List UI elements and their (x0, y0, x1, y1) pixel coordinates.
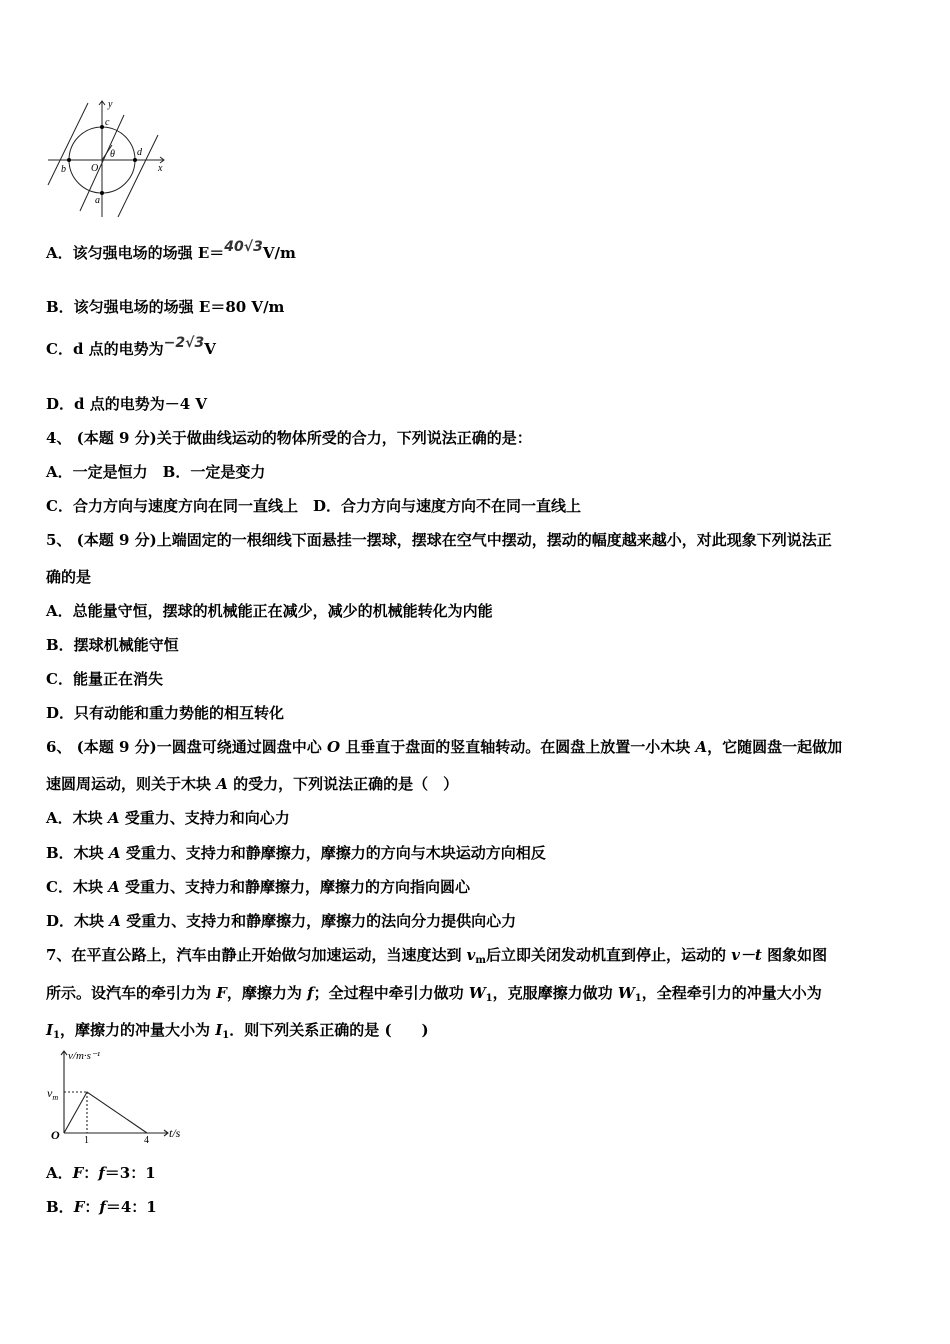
q3-option-c: C．d 点的电势为−2√3V (46, 335, 216, 358)
field-diagram (40, 95, 175, 220)
q5-stem-line2: 确的是 (46, 568, 92, 586)
label-b: b (61, 164, 66, 175)
v-axis-label: v/m·s⁻¹ (68, 1050, 101, 1062)
q6-stem-line1: 6、 (本题 9 分)一圆盘可绕通过圆盘中心 O 且垂直于盘面的竖直轴转动。在圆盘上放置一小木块 A，它随圆盘一起做加 (46, 738, 843, 756)
q6-option-c: C．木块 A 受重力、支持力和静摩擦力，摩擦力的方向指向圆心 (46, 878, 471, 896)
q6-option-b: B．木块 A 受重力、支持力和静摩擦力，摩擦力的方向与木块运动方向相反 (46, 844, 546, 862)
tick-1: 1 (84, 1135, 89, 1146)
q5-option-d: D．只有动能和重力势能的相互转化 (46, 704, 285, 722)
q5-option-c: C．能量正在消失 (46, 670, 163, 688)
field-line-left (48, 103, 88, 185)
label-c: c (105, 117, 110, 128)
t-axis-label: t/s (169, 1126, 181, 1140)
origin-label: O (51, 1128, 60, 1142)
q5-option-a: A．总能量守恒，摆球的机械能正在减少，减少的机械能转化为内能 (46, 602, 493, 620)
q7-option-a: A．F：f＝3：1 (46, 1164, 156, 1182)
q4-options-cd: C．合力方向与速度方向在同一直线上 D．合力方向与速度方向不在同一直线上 (46, 497, 581, 515)
q5-option-b: B．摆球机械能守恒 (46, 636, 179, 654)
q6-option-a: A．木块 A 受重力、支持力和向心力 (46, 809, 290, 827)
q6-stem-line2: 速圆周运动，则关于木块 A 的受力，下列说法正确的是（ ） (46, 775, 459, 793)
q3-option-d: D．d 点的电势为－4 V (46, 395, 208, 413)
q5-stem-line1: 5、 (本题 9 分)上端固定的一根细线下面悬挂一摆球，摆球在空气中摆动，摆动的幅度越来越小，对此现象下列说法正 (46, 531, 832, 549)
q6-option-d: D．木块 A 受重力、支持力和静摩擦力，摩擦力的法向分力提供向心力 (46, 912, 517, 930)
label-y: y (108, 99, 113, 110)
q3-option-b: B．该匀强电场的场强 E＝80 V/m (46, 298, 285, 316)
q7-stem-line2: 所示。设汽车的牵引力为 F，摩擦力为 f；全过程中牵引力做功 $W_1$，克服摩擦力做功 $W_1$，全程牵引力的冲量大小为 (46, 984, 822, 1004)
q7-stem-line3: $I_1$，摩擦力的冲量大小为 $I_1$．则下列关系正确的是 ( ) (46, 1021, 429, 1041)
label-d: d (137, 147, 142, 158)
q4-stem: 4、 (本题 9 分)关于做曲线运动的物体所受的合力，下列说法正确的是： (46, 429, 532, 447)
sqrt-expression: −2√3 (163, 335, 205, 351)
label-a: a (95, 195, 100, 206)
label-x: x (158, 163, 163, 174)
q7-option-b: B．F：f＝4：1 (46, 1198, 157, 1216)
sqrt-expression: 40√3 (224, 239, 263, 255)
q4-options-ab: A．一定是恒力 B．一定是变力 (46, 463, 266, 481)
label-o: O (91, 163, 99, 174)
q7-stem-line1: 7、在平直公路上，汽车由静止开始做匀加速运动，当速度达到 $v_m$后立即关闭发动机直到停止，运动的 v－t 图象如图 (46, 946, 828, 966)
vt-graph (44, 1045, 194, 1150)
label-theta: θ (110, 149, 115, 160)
vm-label: $v_m$ (47, 1086, 59, 1102)
q3-option-a: A．该匀强电场的场强 E＝40√3V/m (46, 239, 296, 262)
tick-4: 4 (144, 1135, 149, 1146)
velocity-curve (64, 1092, 147, 1133)
